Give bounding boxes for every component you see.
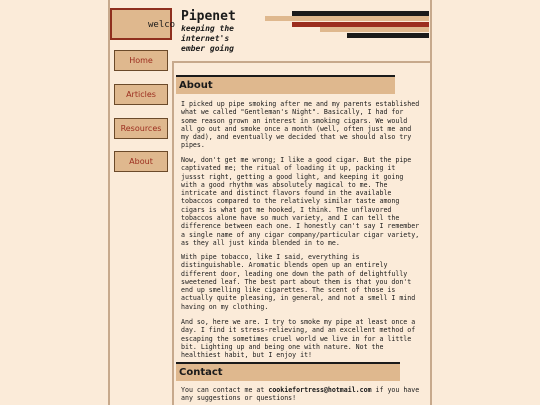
nav-resources-button[interactable]: Resources (114, 118, 168, 139)
contact-heading: Contact (176, 362, 400, 381)
contact-email-link[interactable]: cookiefortress@hotmail.com (268, 386, 372, 394)
about-paragraph-3: With pipe tobacco, like I said, everything is distinguishable. Aromatic blends open up an entirely different door, leading one down the path of delightfully sweetened leaf. The best part about them is that you don't end up smelling like cigarettes. The scent of those is actually quite pleasing, in general, and not a smell I mind having on my clothing. (181, 253, 416, 311)
header-decor-bar-5 (347, 33, 429, 38)
about-heading: About (176, 75, 395, 94)
about-paragraph-2: Now, don't get me wrong; I like a good cigar. But the pipe captivated me; the ritual of loading it up, packing it jussst right, getting a good light, and keeping it going with a good rhythm was absolutely magical to me. The intricate and distinct flavors found in the available tobaccos compared to the relatively similar taste among cigars is what got me hooked, I think. The unflavored tobaccos alone have so much variety, and I can tell the difference between each one. I honestly can't say I remember a single name of any cigar company/particular cigar variety, as they all just kinda blended in to me. (181, 156, 420, 247)
about-paragraph-4: And so, here we are. I try to smoke my pipe at least once a day. I find it stress-relieving, and an excellent method of escaping the sometimes cruel world we live in for a little bit. Lighting up and being one with nature. Not the healthiest habit, but I enjoy it! (181, 318, 416, 360)
nav-articles-button[interactable]: Articles (114, 84, 168, 105)
contact-text-before: You can contact me at (181, 386, 269, 394)
header-decor-bar-2 (265, 16, 429, 21)
site-tagline: keeping the internet's ember going (181, 24, 234, 53)
nav-about-button[interactable]: About (114, 151, 168, 172)
welcome-text: welco (148, 20, 176, 30)
contact-text-after: if you have any suggestions or questions! (181, 386, 420, 403)
header-decor-bar-4 (320, 27, 429, 32)
site-title: Pipenet (181, 9, 236, 24)
contact-text (181, 386, 422, 403)
nav-home-button[interactable]: Home (114, 50, 168, 71)
about-paragraph-1: I picked up pipe smoking after me and my parents established what we called "Gentleman's Night". Basically, I had for some reason grown an interest in smoking cigars. We would all go out and smoke once a month (well, often just me and my dad), and eventually we decided that we should also try pipes. (181, 100, 420, 150)
welcome-marquee (110, 8, 176, 40)
